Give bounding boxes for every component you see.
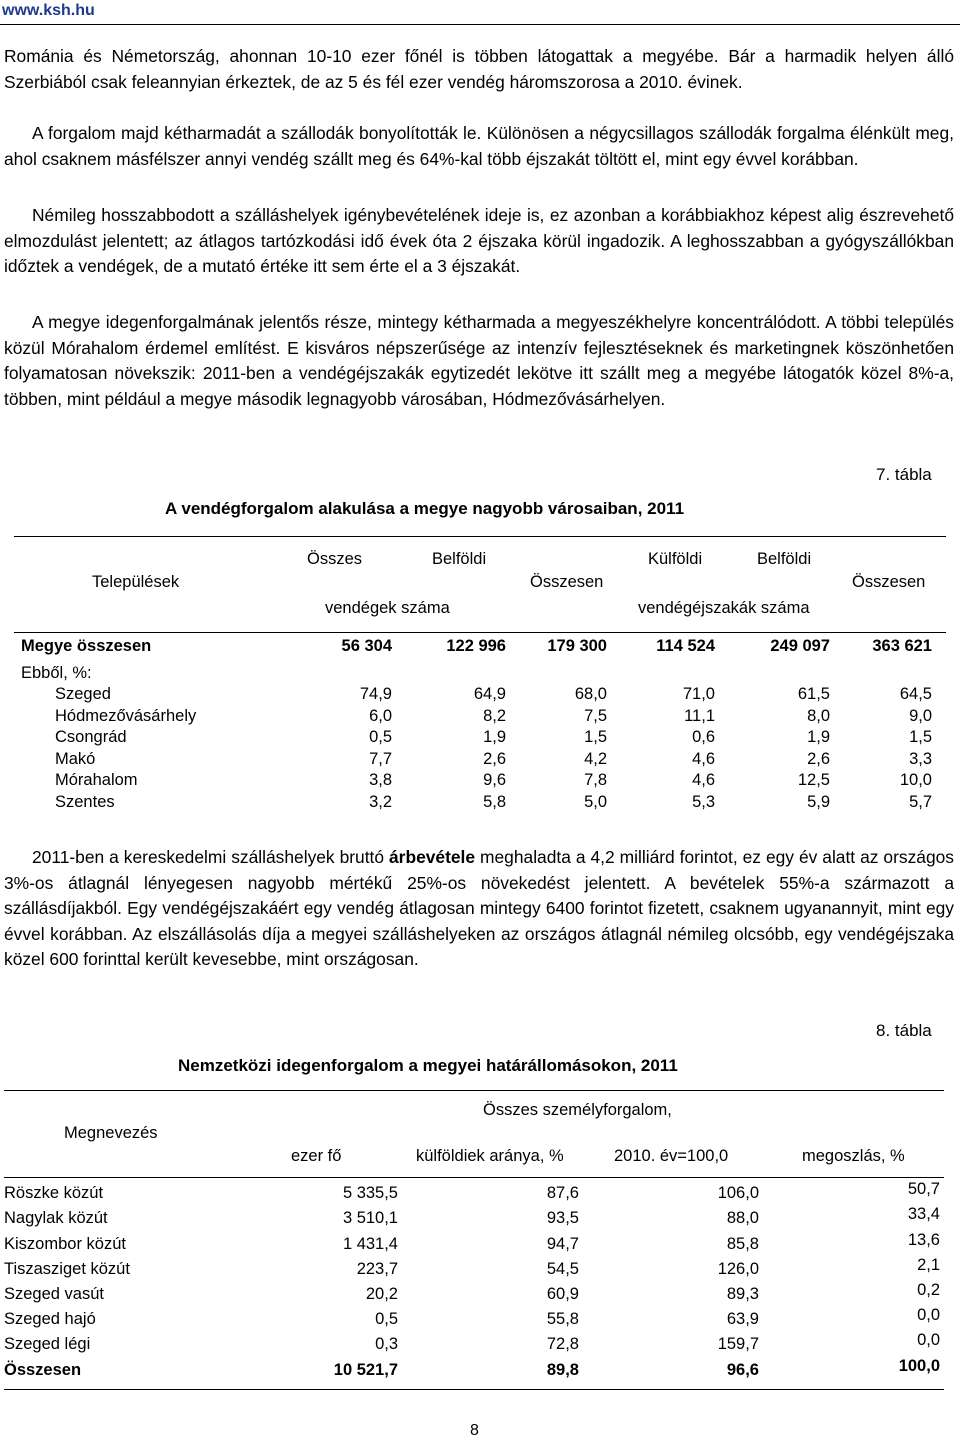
cell-value: 71,0 (682, 685, 715, 703)
cell-value: 85,8 (726, 1235, 759, 1253)
cell-value: 13,6 (907, 1231, 940, 1249)
site-url: www.ksh.hu (2, 2, 95, 19)
cell-value: 223,7 (356, 1260, 398, 1278)
cell-value: 179 300 (547, 637, 607, 655)
page-number: 8 (470, 1422, 479, 1439)
cell-value: 63,9 (726, 1310, 759, 1328)
cell-value: 0,5 (369, 728, 392, 746)
table-8-top-rule (4, 1090, 944, 1091)
paragraph-4: A megye idegenforgalmának jelentős része, mintegy kétharmada a megyeszékhelyre koncentrálódott. A többi település közül Mórahalom érdemel említést. E kisváros népszerűsége az intenzív fejlesztéseknek és marketingnek köszönhetően folyamatosan növekszik: 2011-ben a vendégéjszakák egytizedét lekötve itt szállt meg a megyébe látogatók közel 8%-a, többen, mint például a megye második legnagyobb városában, Hódmezővásárhelyen. (4, 312, 954, 409)
cell-value: 8,0 (807, 707, 830, 725)
cell-value: 1,9 (483, 728, 506, 746)
cell-value: 55,8 (546, 1310, 579, 1328)
row-label: Szentes (55, 793, 115, 811)
table-8-header-index: 2010. év=100,0 (614, 1147, 729, 1165)
row-label: Hódmezővásárhely (55, 707, 197, 725)
cell-value: 96,6 (726, 1361, 759, 1379)
row-label: Tiszasziget közút (4, 1260, 130, 1278)
cell-value: 5,9 (807, 793, 830, 811)
cell-value: 4,2 (584, 750, 607, 768)
table-8-header-rule (4, 1177, 944, 1178)
cell-value: 1,5 (584, 728, 607, 746)
table-row (0, 793, 960, 815)
paragraph-5-start: 2011-ben a kereskedelmi szálláshelyek bruttó (32, 847, 390, 867)
table-7-subheader: Ebből, %: (21, 664, 92, 682)
cell-value: 9,6 (483, 771, 506, 789)
cell-value: 94,7 (546, 1235, 579, 1253)
cell-value: 114 524 (656, 637, 715, 655)
cell-value: 10 521,7 (333, 1361, 398, 1379)
cell-value: 7,7 (369, 750, 392, 768)
cell-value: 1,9 (807, 728, 830, 746)
table-8-number: 8. tábla (876, 1021, 932, 1040)
cell-value: 93,5 (546, 1209, 579, 1227)
cell-value: 6,0 (369, 707, 392, 725)
cell-value: 72,8 (546, 1335, 579, 1353)
cell-value: 68,0 (574, 685, 607, 703)
table-7-header-guests: vendégek száma (325, 599, 450, 617)
row-label: Szeged hajó (4, 1310, 96, 1328)
cell-value: 5 335,5 (342, 1184, 398, 1202)
table-7-header-domestic-nights: Belföldi (757, 550, 812, 568)
cell-value: 60,9 (546, 1285, 579, 1303)
table-row (0, 771, 960, 793)
table-row (0, 1331, 960, 1357)
cell-value: 11,1 (684, 707, 715, 725)
cell-value: 0,0 (917, 1306, 940, 1324)
cell-value: 33,4 (907, 1205, 940, 1223)
cell-value: 64,9 (473, 685, 506, 703)
cell-value: 61,5 (797, 685, 830, 703)
paragraph-3: Némileg hosszabbodott a szálláshelyek igénybevételének ideje is, ez azonban a korábbiakhoz képest alig észrevehető elmozdulást jelentett; az átlagos tartózkodási idő évek óta 2 éjszaka körül ingadozik. A leghosszabban a gyógyszállókban időztek a vendégek, de a mutató értéke itt sem érte el a 3 éjszakát. (4, 205, 954, 277)
cell-value: 0,2 (917, 1281, 940, 1299)
cell-value: 100,0 (898, 1357, 940, 1375)
cell-value: 9,0 (909, 707, 932, 725)
paragraph-2: A forgalom majd kétharmadát a szállodák bonyolították le. Különösen a négycsillagos szállodák forgalma élénkült meg, ahol csaknem másfélszer annyi vendég szállt meg és 64%-kal több éjszakát töltött el, mint egy évvel korábban. (4, 123, 954, 169)
cell-value: 126,0 (717, 1260, 759, 1278)
row-label: Kiszombor közút (4, 1235, 126, 1253)
cell-value: 89,3 (726, 1285, 759, 1303)
cell-value: 20,2 (365, 1285, 398, 1303)
table-row (0, 1231, 960, 1257)
table-7-top-rule (14, 536, 946, 537)
cell-value: 2,6 (483, 750, 506, 768)
cell-value: 88,0 (726, 1209, 759, 1227)
row-label: Mórahalom (55, 771, 138, 789)
table-7-header-domestic: Belföldi (432, 550, 487, 568)
cell-value: 4,6 (692, 771, 715, 789)
header-divider (0, 24, 960, 25)
table-row (0, 728, 960, 750)
cell-value: 56 304 (341, 637, 392, 655)
table-7-header-settlements: Települések (92, 573, 180, 591)
table-7-header-nights: vendégéjszakák száma (638, 599, 810, 617)
cell-value: 87,6 (546, 1184, 579, 1202)
table-8-header-name: Megnevezés (64, 1124, 158, 1142)
cell-value: 89,8 (546, 1361, 579, 1379)
cell-value: 0,3 (375, 1335, 398, 1353)
row-label: Szeged légi (4, 1335, 91, 1353)
cell-value: 249 097 (770, 637, 830, 655)
cell-value: 122 996 (446, 637, 506, 655)
cell-value: 74,9 (359, 685, 392, 703)
cell-value: 50,7 (907, 1180, 940, 1198)
cell-value: 5,7 (909, 793, 932, 811)
table-7-header-foreign: Külföldi (648, 550, 703, 568)
cell-value: 3,8 (369, 771, 392, 789)
cell-value: 2,6 (807, 750, 830, 768)
table-row (0, 1256, 960, 1282)
row-label: Szeged (55, 685, 111, 703)
cell-value: 2,1 (917, 1256, 940, 1274)
cell-value: 3,3 (909, 750, 932, 768)
table-row (0, 1205, 960, 1231)
paragraph-5 (4, 845, 954, 973)
cell-value: 1 431,4 (342, 1235, 398, 1253)
cell-value: 8,2 (483, 707, 506, 725)
table-7-total-row (0, 637, 960, 659)
cell-value: 4,6 (692, 750, 715, 768)
table-7-header-grand-total-guests: Összesen (530, 573, 604, 591)
cell-value: 0,0 (917, 1331, 940, 1349)
table-7-header-grand-total-nights: Összesen (852, 573, 926, 591)
table-row (0, 1180, 960, 1206)
cell-value: 363 621 (872, 637, 932, 655)
table-8-bottom-rule (4, 1389, 944, 1390)
table-8-header-group: Összes személyforgalom, (483, 1101, 672, 1119)
table-7-header-rule (14, 632, 946, 633)
table-8-header-distribution: megoszlás, % (802, 1147, 905, 1165)
table-7-header-total: Összes (307, 550, 363, 568)
row-label: Megye összesen (21, 637, 152, 655)
table-7-title: A vendégforgalom alakulása a megye nagyobb városaiban, 2011 (165, 499, 685, 518)
table-8-total-row (0, 1357, 960, 1383)
cell-value: 106,0 (717, 1184, 759, 1202)
paragraph-1: Románia és Németország, ahonnan 10-10 ezer főnél is többen látogattak a megyébe. Bár a harmadik helyen álló Szerbiából csak feleannyian érkeztek, de az 5 és fél ezer vendég háromszorosa a 2010. évinek. (4, 46, 954, 92)
cell-value: 0,5 (375, 1310, 398, 1328)
row-label: Makó (55, 750, 96, 768)
cell-value: 0,6 (692, 728, 715, 746)
cell-value: 7,5 (584, 707, 607, 725)
table-row (0, 1281, 960, 1307)
row-label: Nagylak közút (4, 1209, 108, 1227)
cell-value: 159,7 (717, 1335, 759, 1353)
table-row (0, 707, 960, 729)
cell-value: 12,5 (797, 771, 830, 789)
table-row (0, 685, 960, 707)
paragraph-5-rest: meghaladta a 4,2 milliárd forintot, ez egy év alatt az országos 3%-os átlagnál lényegesen nagyobb mértékű 25%-os növekedést jelentett. A bevételek 55%-a származott a szállásdíjakból. Egy vendégéjszakáért egy vendég átlagosan mintegy 6400 forintot fizetett, csaknem ugyanannyit, mint egy évvel korábban. Az elszállásolás díja a megyei szálláshelyeken az országos átlagnál némileg olcsóbb, egy vendégéjszaka közel 600 forinttal került kevesebbe, mint országosan. (4, 847, 954, 970)
table-8-title: Nemzetközi idegenforgalom a megyei határállomásokon, 2011 (178, 1056, 678, 1075)
table-row (0, 1306, 960, 1332)
cell-value: 3 510,1 (342, 1209, 398, 1227)
cell-value: 3,2 (369, 793, 392, 811)
paragraph-5-emphasis: árbevétele (389, 847, 476, 867)
cell-value: 54,5 (546, 1260, 579, 1278)
cell-value: 5,8 (483, 793, 506, 811)
table-7-number: 7. tábla (876, 465, 932, 484)
row-label: Szeged vasút (4, 1285, 104, 1303)
row-label: Csongrád (55, 728, 127, 746)
cell-value: 64,5 (899, 685, 932, 703)
cell-value: 1,5 (909, 728, 932, 746)
table-8-header-foreign-share: külföldiek aránya, % (416, 1147, 564, 1165)
table-row (0, 750, 960, 772)
table-8-header-thousand: ezer fő (291, 1147, 342, 1165)
row-label: Összesen (4, 1361, 82, 1379)
cell-value: 10,0 (899, 771, 932, 789)
cell-value: 5,3 (692, 793, 715, 811)
row-label: Röszke közút (4, 1184, 104, 1202)
cell-value: 7,8 (584, 771, 607, 789)
cell-value: 5,0 (584, 793, 607, 811)
